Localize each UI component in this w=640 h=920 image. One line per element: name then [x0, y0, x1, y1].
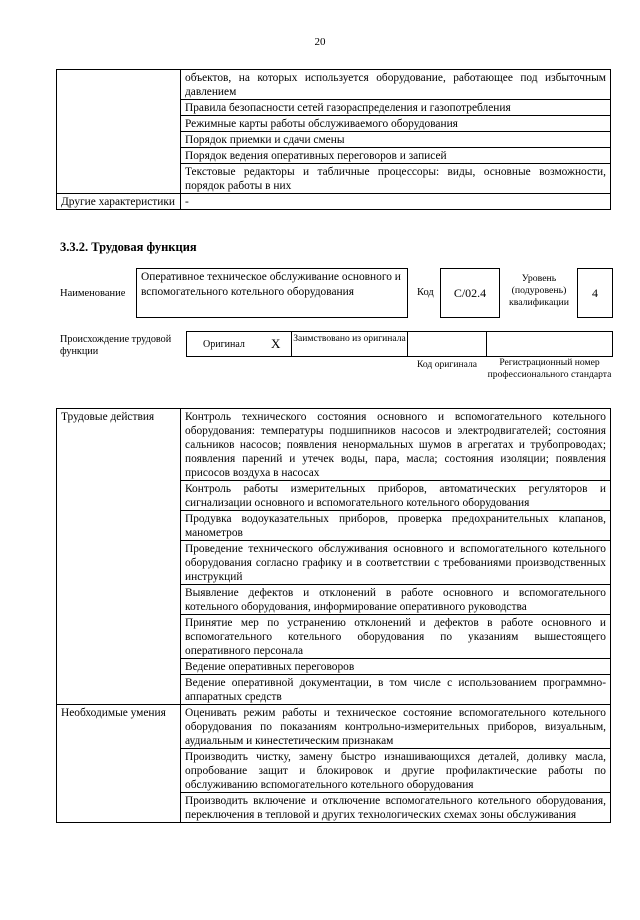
qualification-level: 4: [592, 286, 598, 300]
level-value-box: [577, 268, 613, 318]
level-label: Уровень (подуровень) квалификации: [508, 273, 570, 308]
table-cell: Выявление дефектов и отклонений в работе основного и вспомогательного котельного оборудования, информирование оперативного руководства: [181, 585, 611, 615]
table-cell: Контроль работы измерительных приборов, автоматических регуляторов и сигнализации основного и вспомогательного котельного оборудования: [181, 481, 611, 511]
table-cell: Порядок приемки и сдачи смены: [181, 132, 611, 148]
table-cell: Ведение оперативной документации, в том числе с использованием программно-аппаратных средств: [181, 675, 611, 705]
original-label: Оригинал: [203, 339, 245, 350]
origin-label: Происхождение трудовой функции: [60, 334, 172, 357]
table-cell: Производить включение и отключение вспомогательного котельного оборудования, переключения в тепловой и других технологических схемах зоны обслуживания: [181, 793, 611, 823]
table-cell: Порядок ведения оперативных переговоров и записей: [181, 148, 611, 164]
registration-caption: Регистрационный номер профессионального стандарта: [487, 357, 612, 380]
table-cell: Проведение технического обслуживания основного и вспомогательного котельного оборудования согласно графику и в соответствии с требованиями производственных инструкций: [181, 541, 611, 585]
function-name: Оперативное техническое обслуживание основного и вспомогательного котельного оборудования: [141, 271, 401, 298]
table-cell: Режимные карты работы обслуживаемого оборудования: [181, 116, 611, 132]
table-cell: Ведение оперативных переговоров: [181, 659, 611, 675]
original-mark: X: [271, 336, 281, 351]
original-code-caption: Код оригинала: [416, 359, 478, 370]
registration-number-box: [486, 331, 613, 357]
table-cell: -: [181, 194, 611, 210]
page-number: 20: [314, 36, 326, 48]
table-cell: Правила безопасности сетей газораспределения и газопотребления: [181, 100, 611, 116]
table-cell: Контроль технического состояния основного и вспомогательного котельного оборудования: температуры подшипников насосов и электродвигателей; состояния сальников насосов; появления ненормальных шумов в агрегатах и трубопроводах; появления парений и утечек воды, пара, масла; состояния изоляции; появления присосов воздуха в насосах: [181, 409, 611, 481]
table-left-cell: Другие характеристики: [57, 194, 181, 210]
code-value-box: [440, 268, 500, 318]
name-label: Наименование: [60, 288, 126, 299]
table-cell: Принятие мер по устранению отклонений и дефектов в работе основного и вспомогательного котельного оборудования по указаниям вышестоящего оперативного персонала: [181, 615, 611, 659]
table-cell: Текстовые редакторы и табличные процессоры: виды, основные возможности, порядок работы в них: [181, 164, 611, 194]
function-code: C/02.4: [453, 286, 487, 300]
function-name-box: [136, 268, 408, 318]
table-cell: Продувка водоуказательных приборов, проверка предохранительных клапанов, манометров: [181, 511, 611, 541]
section-heading: 3.3.2. Трудовая функция: [60, 240, 197, 254]
labor-function-table: [56, 408, 611, 823]
table-cell: Оценивать режим работы и техническое состояние вспомогательного котельного оборудования по показаниям контрольно-измерительных приборов, визуальным, аудиальным и кинестетическим признакам: [181, 705, 611, 749]
table-cell: Производить чистку, замену быстро изнашивающихся деталей, доливку масла, опробование защит и блокировок и другие профилактические работы по обслуживанию вспомогательного котельного оборудования: [181, 749, 611, 793]
borrowed-box: [291, 331, 408, 357]
original-code-box: [407, 331, 487, 357]
table-left-cell: [57, 70, 181, 194]
table-left-cell: Трудовые действия: [57, 409, 181, 705]
borrowed-label: Заимствовано из оригинала: [293, 333, 406, 344]
code-label: Код: [417, 287, 434, 298]
knowledge-table-continuation: [56, 69, 611, 210]
table-left-cell: Необходимые умения: [57, 705, 181, 823]
original-box: [186, 331, 292, 357]
table-cell: объектов, на которых используется оборудование, работающее под избыточным давлением: [181, 70, 611, 100]
